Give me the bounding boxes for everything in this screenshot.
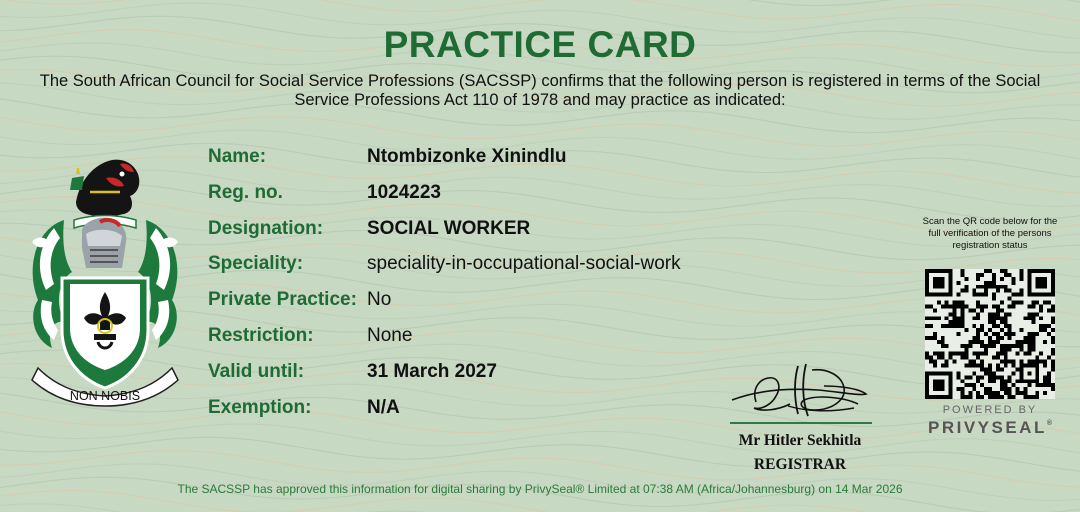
speciality-label: Speciality: xyxy=(208,253,304,275)
name-value: Ntombizonke Xinindlu xyxy=(367,146,567,167)
name-label: Name: xyxy=(208,146,267,167)
registrar-signature-icon xyxy=(728,360,876,424)
restriction-label: Restriction: xyxy=(208,324,314,346)
signature-line xyxy=(730,422,872,424)
exemption-label: Exemption: xyxy=(208,396,312,418)
private-practice-value: No xyxy=(367,289,392,311)
designation-label: Designation: xyxy=(208,217,324,239)
valid-until-label: Valid until: xyxy=(208,360,305,382)
intro-statement: The South African Council for Social Service Professions (SACSSP) confirms that the following person is registered in terms of the Social Service Professions Act 110 of 1978 and may practice as indicated: xyxy=(39,72,1041,109)
private-practice-label: Private Practice: xyxy=(208,289,357,311)
valid-until-value: 31 March 2027 xyxy=(367,360,497,382)
exemption-value: N/A xyxy=(367,396,400,418)
crest-motto: NON NOBIS xyxy=(69,389,141,403)
footer-disclaimer: The SACSSP has approved this information for digital sharing by PrivySeal® Limited at 07:38 AM (Africa/Johannesburg) on 14 Mar 2026 xyxy=(177,482,903,496)
page-title: PRACTICE CARD xyxy=(383,24,697,65)
qr-code-icon[interactable] xyxy=(925,269,1055,399)
privyseal-registered-mark: ® xyxy=(1046,420,1053,427)
privyseal-brand: PRIVYSEAL xyxy=(927,418,1047,437)
registrar-name: Mr Hitler Sekhitla xyxy=(738,432,862,449)
registrar-title: REGISTRAR xyxy=(753,456,847,473)
designation-value: SOCIAL WORKER xyxy=(367,217,531,239)
speciality-value: speciality-in-occupational-social-work xyxy=(367,253,681,275)
reg-no-label: Reg. no. xyxy=(208,181,283,203)
privyseal-logo xyxy=(918,418,1062,438)
reg-no-value: 1024223 xyxy=(367,181,441,203)
qr-instructions: Scan the QR code below for the full verification of the persons registration status xyxy=(922,216,1058,251)
coat-of-arms-icon xyxy=(24,150,186,408)
restriction-value: None xyxy=(367,324,413,346)
powered-by-label: POWERED BY xyxy=(942,404,1038,416)
